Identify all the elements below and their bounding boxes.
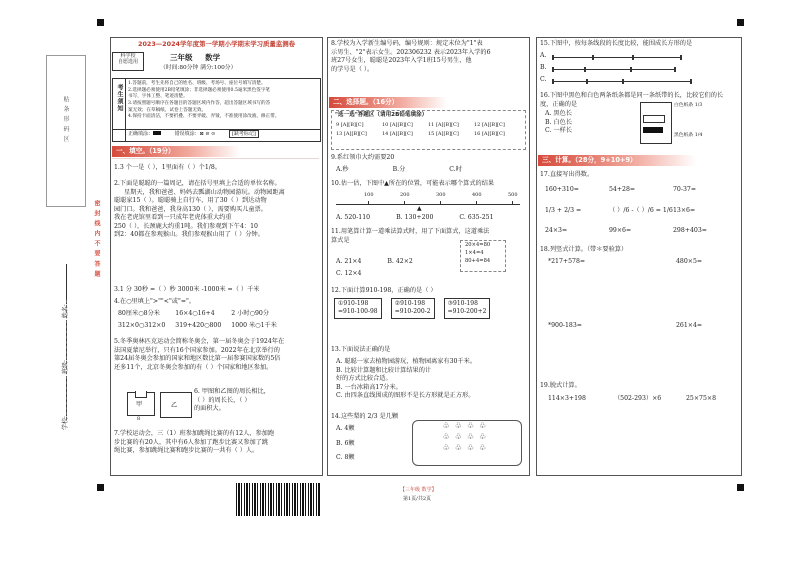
q16-line: 度，正确的是 bbox=[540, 100, 578, 108]
q8 bbox=[331, 40, 491, 74]
q9-option[interactable]: C.时 bbox=[449, 166, 462, 173]
q10: 10.估一估，下图中▲所在的位置，可能表示哪个算式的结果 bbox=[331, 180, 495, 187]
black-strip bbox=[643, 127, 663, 133]
q7 bbox=[114, 430, 274, 456]
q17-item[interactable]: 298+403= bbox=[673, 227, 707, 235]
q2-line: 我在老虎馆里看到一只成年老虎体重大约重 bbox=[114, 214, 232, 222]
q18-item[interactable]: *217+578= bbox=[548, 258, 586, 265]
q15-option[interactable]: C. bbox=[540, 76, 547, 83]
notice-text bbox=[128, 81, 279, 121]
answer-row[interactable]: 14 [A][B][C] bbox=[382, 131, 413, 137]
q14-option[interactable]: B. 6颗 bbox=[336, 439, 355, 447]
tick-label: 100 bbox=[364, 192, 374, 198]
q14-option[interactable]: C. 8颗 bbox=[336, 454, 355, 462]
binding-line bbox=[66, 300, 77, 420]
tick-label: 400 bbox=[472, 192, 482, 198]
subject-label: 数学 bbox=[205, 53, 221, 62]
q16-option[interactable]: A. 黑色长 bbox=[545, 110, 572, 117]
q18-item[interactable]: *900-183= bbox=[548, 322, 582, 329]
q2-line: 到2：40都在参观猴山。我们参观猴山用了（ ）分钟。 bbox=[114, 231, 264, 239]
q8-line: 8.学校为入学新生编号码，编号规则：规定末位为"1"表 bbox=[331, 40, 483, 47]
q17: 17.直接写出得数。 bbox=[540, 171, 594, 178]
q13-options bbox=[336, 358, 476, 401]
absent-mark[interactable]: [缺考标记] bbox=[229, 130, 259, 138]
q11-option[interactable]: B. 42×2 bbox=[387, 258, 413, 265]
q4-item[interactable]: 319+420○800 bbox=[175, 321, 222, 329]
q14-options bbox=[336, 425, 355, 463]
q2-line: 聪聪家15（ ）。聪聪骑上自行车，用了30（ ）到达动物 bbox=[114, 197, 267, 205]
q4-item[interactable]: 2 小时○90分 bbox=[231, 310, 270, 317]
registration-mark-tl bbox=[97, 19, 104, 26]
q11-calc-box bbox=[460, 240, 506, 272]
q15: 15.下图中，按每条线段的长度比较，能围成长方形的是 bbox=[540, 40, 693, 47]
q13-option[interactable]: C. 由四条直线围成的图形不是长方形就是正方形。 bbox=[336, 392, 475, 400]
notice-line: 案无效；在草稿纸、试卷上答题无效。 bbox=[128, 107, 207, 113]
registration-mark-bl bbox=[97, 484, 104, 491]
answer-row[interactable]: 10 [A][B][C] bbox=[382, 122, 413, 128]
pear-icon: ♧♧♧♧ bbox=[442, 442, 492, 452]
q2-line: 星期天，我和爸爸、妈妈去瓢湖山动物园游玩。动物园距离 bbox=[124, 188, 285, 196]
notice-line: 4.保持卡面清洁，不要折叠、不要弄破、弄皱，不准使用涂改液、修正带。 bbox=[128, 114, 280, 120]
q16-option[interactable]: B. 白色长 bbox=[545, 118, 573, 126]
q4-label: 4.在○里填上">""<"或"="。 bbox=[114, 298, 196, 305]
q6-line: （ ）的周长长，（ ） bbox=[194, 396, 251, 404]
q11-options bbox=[336, 258, 413, 267]
black-strip-label: 黑色纸条 1/4 bbox=[674, 133, 703, 138]
school-stamp: 科学校 自愿选用 bbox=[112, 52, 144, 71]
q12: 12.下面计算910-198，正确的是（ ） bbox=[331, 287, 437, 294]
answer-row[interactable]: 11 [A][B][C] bbox=[428, 122, 459, 128]
q5-line: 5.冬季奥林匹克运动会简称冬奥会，第一届冬奥会于1924年在 bbox=[114, 338, 285, 345]
q17-item[interactable]: 160+310= bbox=[545, 186, 579, 193]
q6-line: 6. 甲图和乙图的周长相比， bbox=[194, 388, 270, 395]
q16-line: 16.下图中黑色和白色两条纸条都是同一条纸带的长，比较它们的长 bbox=[540, 92, 724, 99]
barcode-stick-area bbox=[46, 55, 86, 207]
exam-title: 2023—2024学年度第一学期小学期末学习质量监测卷 bbox=[138, 40, 295, 48]
q17-items bbox=[545, 186, 737, 236]
pears-image bbox=[412, 420, 522, 466]
tick-label: 200 bbox=[400, 192, 410, 198]
q13-option[interactable]: B. 比较计算题和比较计算结果的计 bbox=[336, 366, 432, 374]
section1-title: 一、填空。（19分） bbox=[112, 146, 240, 157]
q9-options bbox=[336, 166, 462, 175]
footer-page: 第1页/共2页 bbox=[403, 496, 432, 502]
q6 bbox=[114, 388, 270, 414]
q8-line: 班27号女生，聪聪是2023年入学1班15号男生，他 bbox=[331, 57, 472, 65]
white-strip bbox=[643, 115, 665, 123]
q16-option[interactable]: C. 一样长 bbox=[545, 127, 573, 135]
q1: 1.3 个一是（ ），1里面有（ ）个1/8。 bbox=[114, 164, 221, 171]
q18-item[interactable]: 480×5= bbox=[676, 258, 703, 265]
q19-item[interactable]: 25×75×8 bbox=[686, 395, 717, 402]
q18: 18.列竖式计算。（带＊要验算） bbox=[540, 246, 628, 253]
notice-line: 书写，字体工整、笔迹清楚。 bbox=[128, 94, 188, 100]
q17-item[interactable]: 99×6= bbox=[609, 227, 632, 235]
answer-row[interactable]: 16 [A][B][C] bbox=[474, 131, 505, 137]
q4-item[interactable]: 80厘米○8分米 bbox=[118, 310, 160, 317]
answer-row[interactable]: 9 [A][B][C] bbox=[336, 122, 364, 128]
q5-line: 法国夏蒙尼举行，只有16个国家参加。2022年在北京举行的 bbox=[114, 346, 280, 354]
triangle-marker-icon: ▲ bbox=[417, 205, 422, 212]
notice-line: 1.答题前，考生先将自己的姓名、班级、考场号、座位号填写清楚。 bbox=[128, 81, 266, 86]
q8-line: 的学号是（ ）。 bbox=[331, 65, 374, 73]
q17-item[interactable]: 70-37= bbox=[673, 186, 697, 193]
q10-option[interactable]: A. 520-110 bbox=[336, 214, 371, 221]
name-field-label: 姓名: bbox=[62, 304, 69, 319]
q12-option-3[interactable]: ③910-198 =910-200+2 bbox=[444, 298, 491, 319]
q11-line: 算式是 bbox=[331, 236, 350, 244]
q10-option[interactable]: C. 635-251 bbox=[459, 214, 494, 221]
q6-a-label: 甲 bbox=[136, 401, 143, 408]
q9-option[interactable]: A.秒 bbox=[336, 166, 349, 173]
q19: 19.脱式计算。 bbox=[540, 382, 581, 389]
q13: 13.下面说法正确的是 bbox=[331, 346, 391, 353]
q10-option[interactable]: B. 130+200 bbox=[396, 214, 434, 221]
q6-unit: 8 bbox=[137, 416, 141, 422]
q13-option[interactable]: B. 一台冰箱高17分米。 bbox=[336, 383, 402, 391]
answer-sheet-hint: "选一选"答题区（请用2B铅笔填涂） bbox=[335, 112, 428, 118]
q11-calc-line: 20×4=80 bbox=[465, 242, 491, 248]
q4-item[interactable]: 312×0○312×0 bbox=[118, 321, 166, 329]
q6-line: 的面积大。 bbox=[194, 405, 225, 413]
q15-option[interactable]: B. bbox=[540, 64, 547, 71]
q19-item[interactable]: （502-293）×6 bbox=[614, 395, 662, 402]
footer-grade-tag: 【三年级 数学】 bbox=[400, 487, 437, 493]
q8-line: 示男生、"2"表示女生。202306232 表示2023年入学的6 bbox=[331, 48, 491, 56]
seal-warning: 密 封 线 内 不 要 答 题 bbox=[93, 200, 100, 278]
q17-item[interactable]: 24×3= bbox=[545, 227, 568, 235]
q13-option[interactable]: 好的方式比较合适。 bbox=[336, 375, 392, 383]
tick-label: 300 bbox=[436, 192, 446, 198]
q2-line: 250（ ），长颈鹿大约重1吨。我们参观到下午4：10 bbox=[114, 222, 258, 230]
correct-fill-label: 正确填涂： bbox=[128, 131, 154, 137]
notice-box: 考生须知 1.答题前，考生先将自己的姓名、班级、考场号、座位号填写清楚。 2.选择题必须使用2B铅笔填涂；非选择题必须使用0.5毫米黑色签字笔 书写，字体工整、笔迹清楚。 3.请按照题号顺序在各题目的答题区域内作答，超出答题区域书写的答 案无效；在草稿纸、试卷上答题无效。 4.保持卡面清洁，不要折叠、不要弄破、弄皱，不准使用涂改液、修正带。 正确填涂： 错误填涂：⊠ ⊘ ⊙ [缺考标记] bbox=[112, 78, 321, 142]
q7-line: 7.学校运动会，三（1）班参加跳绳比赛的有12人，参加跑 bbox=[114, 430, 275, 437]
q2 bbox=[114, 180, 285, 240]
notice-line: 2.选择题必须使用2B铅笔填涂；非选择题必须使用0.5毫米黑色签字笔 bbox=[128, 87, 271, 93]
answer-row[interactable]: 12 [A][B][C] bbox=[474, 122, 505, 128]
q17-item[interactable]: 54+28= bbox=[609, 186, 636, 193]
q7-line: 步比赛的有20人，其中有6人参加了跑步比赛又参加了跳 bbox=[114, 438, 269, 446]
q15-options bbox=[540, 52, 736, 88]
q18-item[interactable]: 261×4= bbox=[676, 322, 703, 329]
q11-calc-line: 1×4=4 bbox=[465, 250, 484, 257]
q16-paper-strips bbox=[640, 102, 672, 144]
q7-line: 绳比赛，参加跳绳比赛和跑步比赛的一共有（ ）人。 bbox=[114, 447, 259, 455]
q5-line: 第24届冬奥会参加的国家和地区数比第一届参赛国家数的5倍 bbox=[114, 355, 281, 363]
q17-item[interactable]: 1/3 + 2/3 = bbox=[545, 206, 582, 214]
q12-option-1[interactable]: ①910-198 =910-100-98 bbox=[334, 298, 382, 319]
q14: 14.这些梨的 2/3 是几颗 bbox=[331, 413, 399, 420]
answer-bubbles bbox=[336, 122, 520, 137]
answer-sheet-area bbox=[331, 110, 526, 150]
notice-label: 考生须知 bbox=[116, 84, 123, 112]
q12-option-2[interactable]: ②910-198 =910-200-2 bbox=[391, 298, 435, 319]
q13-option[interactable]: A. 聪聪一家去植物园游玩，植物园离家有30千米。 bbox=[336, 358, 477, 365]
q10-number-line bbox=[336, 192, 522, 214]
pear-icon: ♧♧♧♧ bbox=[442, 421, 492, 430]
q4-item[interactable]: 16×4○16+4 bbox=[175, 310, 215, 317]
correct-fill-sample bbox=[153, 131, 161, 135]
q9: 9.系红领巾大约需要20 bbox=[331, 154, 395, 161]
registration-mark-br bbox=[737, 484, 744, 491]
q6-b-label: 乙 bbox=[171, 402, 178, 409]
q19-item[interactable]: 114×3+198 bbox=[548, 395, 586, 402]
q2-line: 园门口。我和爸爸，我身高130（ ），需要购买儿童票。 bbox=[114, 205, 267, 213]
wrong-fill-label: 错误填涂： bbox=[174, 131, 200, 137]
q11-option[interactable]: C. 12×4 bbox=[336, 270, 362, 277]
q3: 3.1 分 30秒 =（ ）秒 3000米 -1000米 =（ ）千米 bbox=[114, 286, 260, 293]
name-field[interactable] bbox=[66, 264, 67, 304]
answer-row[interactable]: 15 [A][B][C] bbox=[428, 131, 459, 137]
tick-label: 500 bbox=[508, 192, 518, 198]
q11-calc-line: 80+4=84 bbox=[465, 258, 491, 265]
section2-title: 二、选择题。（16分） bbox=[329, 97, 447, 108]
barcode bbox=[236, 483, 321, 516]
q5-line: 还多11个，北京冬奥会参加的有（ ）个国家和地区参加。 bbox=[114, 363, 273, 371]
q10-options bbox=[336, 214, 494, 223]
q15-option[interactable]: A. bbox=[540, 52, 547, 59]
barcode-stick-label: 贴 条 形 码 区 bbox=[62, 96, 69, 143]
q9-option[interactable]: B.分 bbox=[392, 166, 406, 173]
q2-line: 2.下面是聪聪的一篇周记，请在括号里填上合适的单位名称。 bbox=[114, 180, 281, 187]
class-field-label: 班级: bbox=[62, 360, 69, 375]
q14-option[interactable]: A. 4颗 bbox=[336, 425, 355, 432]
q17-item[interactable]: 13×6= bbox=[673, 206, 696, 214]
grade-label: 三年级 bbox=[170, 53, 193, 62]
q4-items bbox=[118, 310, 277, 330]
q17-item[interactable]: （ ）/6 -（ ）/6 = 1/6 bbox=[609, 206, 673, 214]
q11-option[interactable]: A. 21×4 bbox=[336, 258, 362, 265]
section3-title: 三、计算。（28分，9+10+9） bbox=[538, 155, 696, 166]
q11-line: 11.用笔算计算一道乘法算式时，用了下面算式，这道乘法 bbox=[331, 228, 490, 235]
school-field-label: 学校: bbox=[62, 415, 69, 430]
answer-row[interactable]: 13 [A][B][C] bbox=[336, 131, 367, 137]
q16-options bbox=[545, 110, 572, 136]
q5 bbox=[114, 338, 284, 372]
q4-item[interactable]: 1000 米○1千米 bbox=[231, 321, 277, 329]
notice-line: 3.请按照题号顺序在各题目的答题区域内作答，超出答题区域书写的答 bbox=[128, 100, 271, 106]
exam-time-score: （时间:80分钟 满分:100分） bbox=[160, 65, 237, 71]
q12-options bbox=[334, 298, 494, 319]
pear-icon: ♧♧♧♧ bbox=[442, 431, 492, 441]
registration-mark-tr bbox=[737, 19, 744, 26]
white-strip-label: 白色纸条 1/3 bbox=[674, 103, 703, 108]
